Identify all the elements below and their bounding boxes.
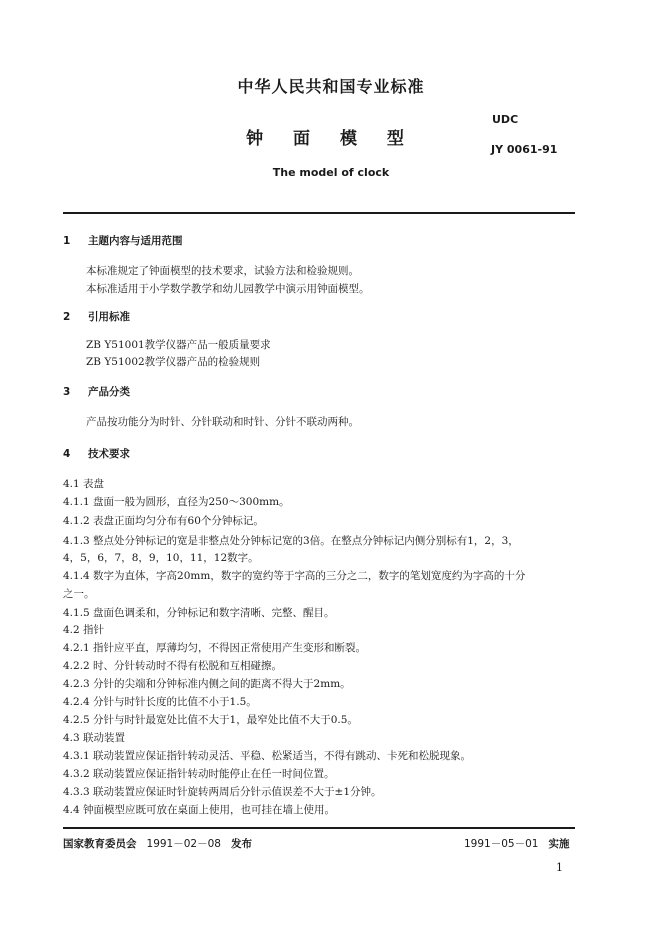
- clause-continuation: 之一。: [63, 588, 95, 600]
- effective-date: 1991－05－01: [464, 838, 539, 850]
- clause: 4.1.1 盘面一般为圆形，直径为250～300mm。: [63, 496, 290, 508]
- clause: 4.3.2 联动装置应保证指针转动时能停止在任一时间位置。: [63, 768, 335, 780]
- clause: 4.2.3 分针的尖端和分钟标准内侧之间的距离不得大于2mm。: [63, 678, 351, 690]
- section-number: 1: [63, 235, 71, 247]
- footer-divider: [63, 827, 575, 829]
- reference-item: ZB Y51001教学仪器产品一般质量要求: [86, 339, 271, 351]
- paragraph: 本标准适用于小学数学教学和幼儿园教学中演示用钟面模型。: [86, 283, 370, 295]
- header-divider: [63, 212, 575, 214]
- section-number: 2: [63, 311, 71, 323]
- clause: 4.2.5 分针与时针最宽处比值不大于1，最窄处比值不大于0.5。: [63, 714, 358, 726]
- section-heading: [63, 309, 130, 324]
- clause: 4.2.2 时、分针转动时不得有松脱和互相碰擦。: [63, 660, 283, 672]
- reference-item: ZB Y51002教学仪器产品的检验规则: [86, 356, 261, 368]
- clause: 4.1.5 盘面色调柔和，分钟标记和数字清晰、完整、醒目。: [63, 607, 335, 619]
- section-number: 4: [63, 448, 71, 460]
- clause-continuation: 4，5，6，7，8，9，10，11，12数字。: [63, 552, 259, 564]
- document-title: 钟 面 模 型: [246, 129, 416, 149]
- udc-label: UDC: [492, 113, 519, 126]
- section-heading: [63, 233, 183, 248]
- section-title: 引用标准: [88, 311, 130, 323]
- standard-category: 中华人民共和国专业标准: [237, 77, 425, 96]
- clause: 4.1.3 整点处分钟标记的宽是非整点处分钟标记宽的3倍。在整点分钟标记内侧分别标有1，2，3，: [63, 535, 519, 547]
- clause: 4.3 联动装置: [63, 732, 126, 744]
- clause: 4.2.4 分针与时针长度的比值不小于1.5。: [63, 696, 257, 708]
- issue-date: 1991－02－08: [146, 838, 221, 850]
- paragraph: 本标准规定了钟面模型的技术要求，试验方法和检验规则。: [86, 265, 359, 277]
- section-title: 产品分类: [88, 386, 130, 398]
- clause: 4.1.4 数字为直体，字高20mm，数字的宽约等于字高的三分之二，数字的笔划宽度约为字高的十分: [63, 570, 526, 582]
- clause: 4.2 指针: [63, 624, 105, 636]
- section-heading: [63, 446, 130, 461]
- clause: 4.4 钟面模型应既可放在桌面上使用，也可挂在墙上使用。: [63, 804, 336, 816]
- paragraph: 产品按功能分为时针、分针联动和时针、分针不联动两种。: [86, 416, 359, 428]
- effective-line: [464, 836, 569, 851]
- clause: 4.1 表盘: [63, 478, 105, 490]
- clause: 4.3.1 联动装置应保证指针转动灵活、平稳、松紧适当，不得有跳动、卡死和松脱现象。: [63, 750, 472, 762]
- standard-code: JY 0061-91: [491, 143, 558, 156]
- section-title: 主题内容与适用范围: [88, 235, 183, 247]
- issue-line: [63, 836, 252, 851]
- section-heading: [63, 384, 130, 399]
- issuer: 国家教育委员会: [63, 838, 137, 850]
- section-number: 3: [63, 386, 71, 398]
- effective-label: 实施: [548, 838, 570, 850]
- section-title: 技术要求: [88, 448, 130, 460]
- clause: 4.2.1 指针应平直，厚薄均匀，不得因正常使用产生变形和断裂。: [63, 642, 367, 654]
- english-title: The model of clock: [272, 166, 390, 179]
- clause: 4.3.3 联动装置应保证时针旋转两周后分针示值误差不大于±1分钟。: [63, 786, 382, 798]
- clause: 4.1.2 表盘正面均匀分布有60个分钟标记。: [63, 515, 264, 527]
- issue-label: 发布: [230, 838, 252, 850]
- page-number: 1: [556, 861, 563, 874]
